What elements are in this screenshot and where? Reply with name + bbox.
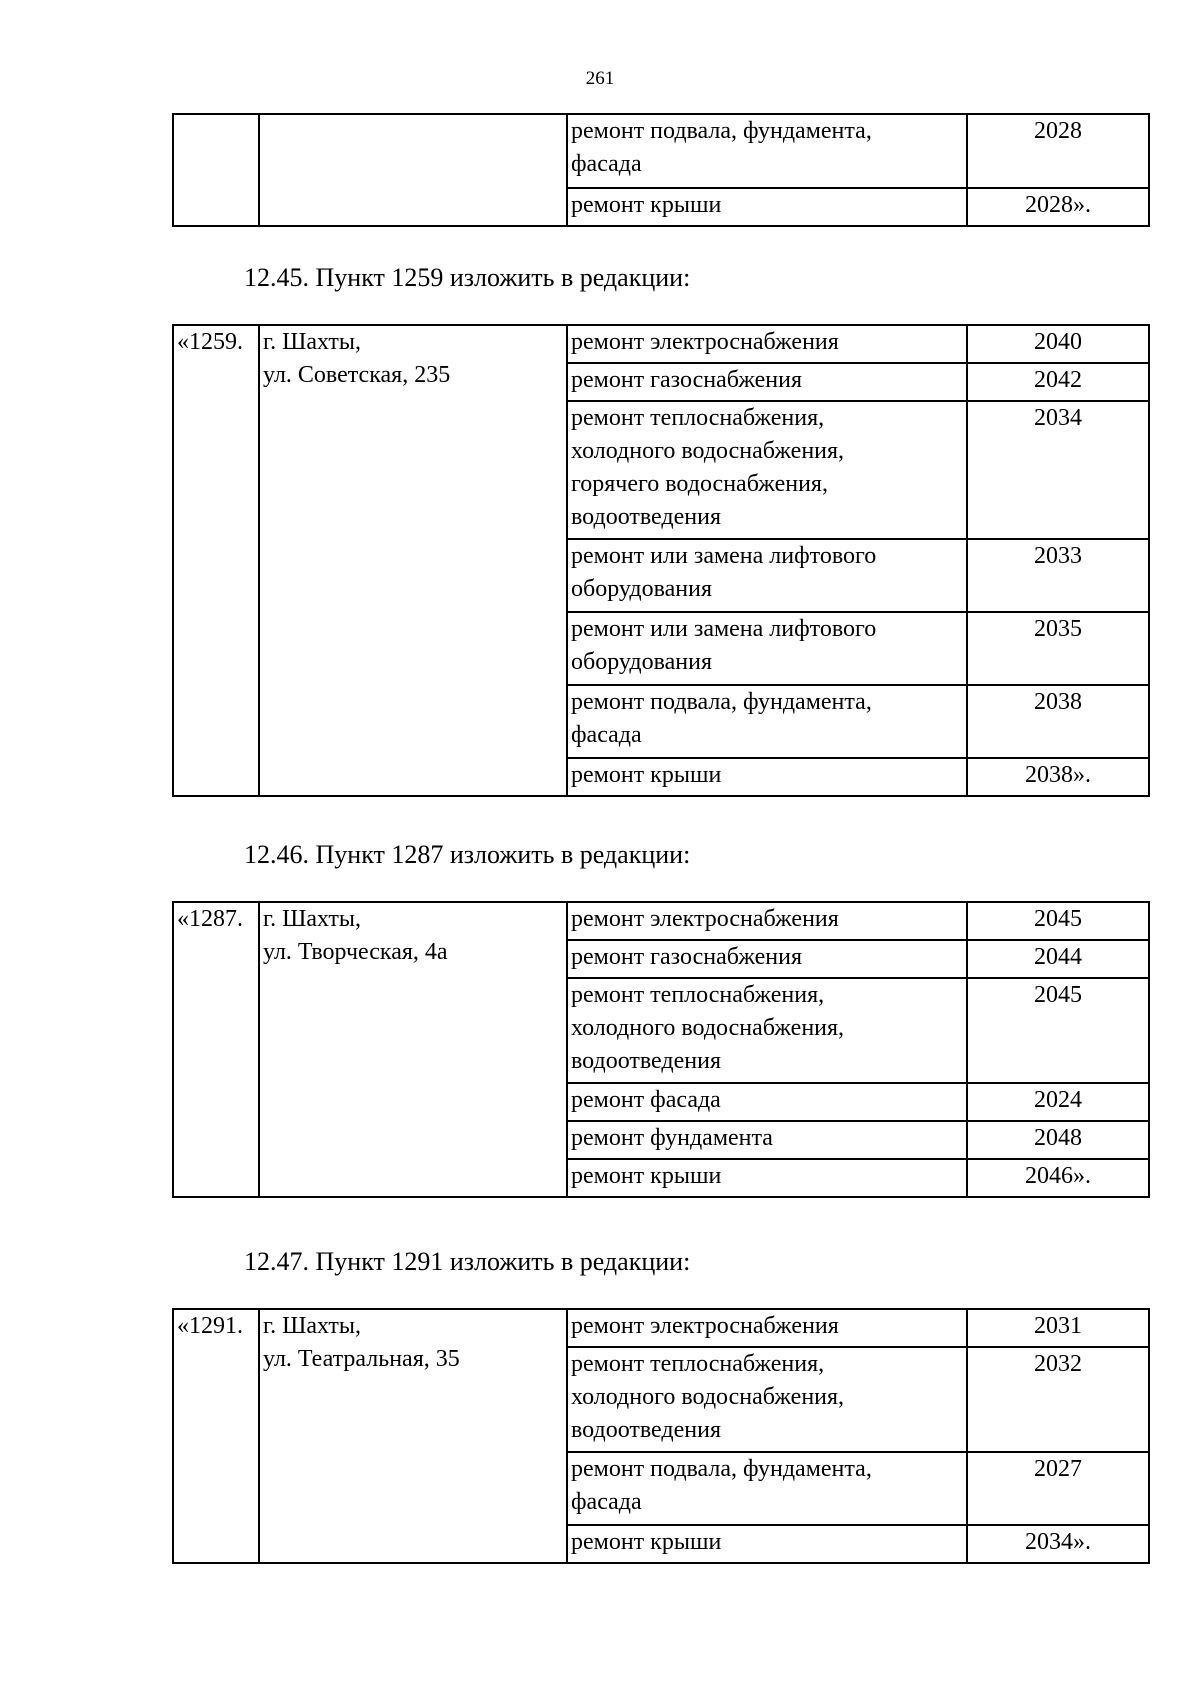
address-cell: [259, 902, 567, 1197]
work-text: ремонт подвала, фундамента,: [571, 118, 872, 144]
year-text: 2038: [1034, 689, 1082, 715]
work-text: ремонт подвала, фундамента,: [571, 1456, 872, 1482]
address-cell: [259, 325, 567, 796]
year-cell: [967, 539, 1149, 612]
work-text: ремонт или замена лифтового: [571, 543, 877, 569]
address-cell: [259, 1309, 567, 1563]
year-cell: [967, 114, 1149, 188]
work-cell: [567, 1083, 967, 1121]
year-cell: [967, 1121, 1149, 1159]
year-text: 2034: [1034, 405, 1082, 431]
year-text: 2038».: [1025, 762, 1091, 788]
work-cell: [567, 1452, 967, 1525]
year-text: 2045: [1034, 982, 1082, 1008]
year-cell: [967, 363, 1149, 401]
work-text: фасада: [571, 722, 642, 748]
work-text: оборудования: [571, 576, 712, 602]
section-heading: 12.46. Пункт 1287 изложить в редакции:: [244, 840, 691, 869]
year-cell: [967, 902, 1149, 940]
work-text: ремонт теплоснабжения,: [571, 405, 825, 431]
work-text: горячего водоснабжения,: [571, 471, 828, 497]
work-cell: [567, 902, 967, 940]
year-text: 2035: [1034, 616, 1082, 642]
year-cell: [967, 1159, 1149, 1197]
page-number: 261: [585, 68, 615, 89]
work-text: холодного водоснабжения,: [571, 438, 845, 464]
work-cell: [567, 758, 967, 796]
work-text: ремонт газоснабжения: [571, 367, 803, 393]
work-text: фасада: [571, 151, 642, 177]
year-text: 2031: [1034, 1313, 1082, 1339]
year-cell: [967, 1347, 1149, 1452]
year-text: 2033: [1034, 543, 1082, 569]
year-text: 2034».: [1025, 1529, 1091, 1555]
address-cell: [259, 114, 567, 226]
year-cell: [967, 978, 1149, 1083]
address-city: г. Шахты,: [263, 329, 362, 355]
year-cell: [967, 1452, 1149, 1525]
work-text: холодного водоснабжения,: [571, 1384, 845, 1410]
work-cell: [567, 1525, 967, 1563]
work-cell: [567, 401, 967, 539]
table-row: [173, 902, 1149, 940]
year-cell: [967, 612, 1149, 685]
work-text: ремонт газоснабжения: [571, 944, 803, 970]
year-cell: [967, 1309, 1149, 1347]
table-row: [173, 114, 1149, 188]
work-cell: [567, 612, 967, 685]
year-cell: [967, 325, 1149, 363]
year-cell: [967, 1083, 1149, 1121]
work-cell: [567, 114, 967, 188]
work-cell: [567, 1159, 967, 1197]
work-text: ремонт крыши: [571, 1529, 722, 1555]
work-cell: [567, 685, 967, 758]
number-cell: [173, 114, 259, 226]
year-cell: [967, 401, 1149, 539]
work-cell: [567, 1121, 967, 1159]
year-text: 2028».: [1025, 192, 1091, 218]
work-text: ремонт крыши: [571, 1163, 722, 1189]
year-cell: [967, 940, 1149, 978]
table-row: [173, 1309, 1149, 1347]
section-heading: 12.47. Пункт 1291 изложить в редакции:: [244, 1247, 691, 1276]
work-text: ремонт подвала, фундамента,: [571, 689, 872, 715]
address-street: ул. Театральная, 35: [263, 1346, 460, 1372]
year-text: 2044: [1034, 944, 1082, 970]
work-text: водоотведения: [571, 1417, 721, 1443]
work-text: ремонт фасада: [571, 1087, 721, 1113]
number-cell: [173, 902, 259, 1197]
year-text: 2045: [1034, 906, 1082, 932]
work-text: ремонт крыши: [571, 762, 722, 788]
year-cell: [967, 188, 1149, 226]
year-cell: [967, 1525, 1149, 1563]
work-text: ремонт или замена лифтового: [571, 616, 877, 642]
work-cell: [567, 978, 967, 1083]
number-cell: [173, 1309, 259, 1563]
work-text: ремонт крыши: [571, 192, 722, 218]
item-number: «1291.: [177, 1313, 243, 1339]
work-text: фасада: [571, 1489, 642, 1515]
address-street: ул. Советская, 235: [263, 362, 451, 388]
work-cell: [567, 363, 967, 401]
work-cell: [567, 188, 967, 226]
section-table: [172, 324, 1150, 797]
work-cell: [567, 539, 967, 612]
item-number: «1287.: [177, 906, 243, 932]
address-city: г. Шахты,: [263, 906, 362, 932]
year-text: 2046».: [1025, 1163, 1091, 1189]
year-text: 2032: [1034, 1351, 1082, 1377]
year-text: 2042: [1034, 367, 1082, 393]
work-cell: [567, 940, 967, 978]
work-text: холодного водоснабжения,: [571, 1015, 845, 1041]
year-text: 2028: [1034, 118, 1082, 144]
address-city: г. Шахты,: [263, 1313, 362, 1339]
work-text: ремонт фундамента: [571, 1125, 773, 1151]
work-text: ремонт электроснабжения: [571, 1313, 839, 1339]
year-text: 2040: [1034, 329, 1082, 355]
work-cell: [567, 1309, 967, 1347]
work-text: ремонт электроснабжения: [571, 906, 839, 932]
year-text: 2024: [1034, 1087, 1082, 1113]
work-text: ремонт теплоснабжения,: [571, 1351, 825, 1377]
year-text: 2027: [1034, 1456, 1082, 1482]
year-text: 2048: [1034, 1125, 1082, 1151]
section-table: [172, 1308, 1150, 1564]
work-cell: [567, 1347, 967, 1452]
work-text: ремонт теплоснабжения,: [571, 982, 825, 1008]
work-text: оборудования: [571, 649, 712, 675]
work-text: водоотведения: [571, 504, 721, 530]
work-cell: [567, 325, 967, 363]
work-text: ремонт электроснабжения: [571, 329, 839, 355]
year-cell: [967, 685, 1149, 758]
address-street: ул. Творческая, 4а: [263, 939, 448, 965]
number-cell: [173, 325, 259, 796]
work-text: водоотведения: [571, 1048, 721, 1074]
year-cell: [967, 758, 1149, 796]
table-row: [173, 325, 1149, 363]
continuation-table: [172, 113, 1150, 227]
section-heading: 12.45. Пункт 1259 изложить в редакции:: [244, 263, 691, 292]
item-number: «1259.: [177, 329, 243, 355]
section-table: [172, 901, 1150, 1198]
